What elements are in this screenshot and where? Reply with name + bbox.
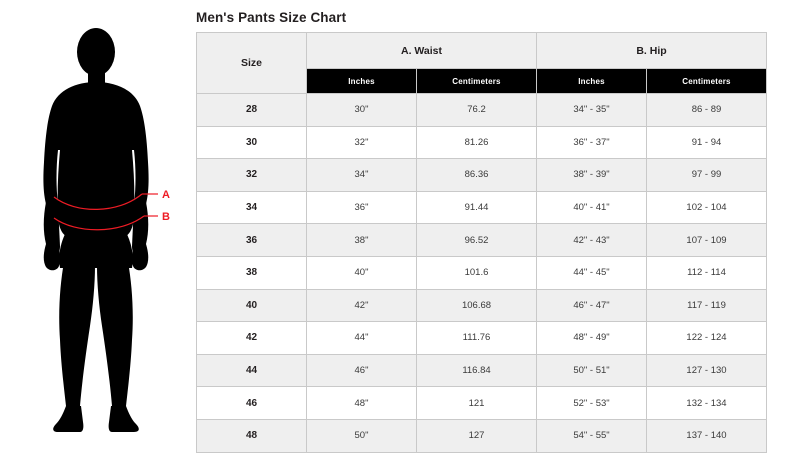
cell-waist-inches: 40" [307, 256, 417, 289]
cell-hip-centimeters: 137 - 140 [647, 419, 767, 452]
cell-size: 36 [197, 224, 307, 257]
page-title: Men's Pants Size Chart [196, 10, 347, 25]
cell-hip-centimeters: 86 - 89 [647, 94, 767, 127]
cell-size: 34 [197, 191, 307, 224]
cell-hip-inches: 46" - 47" [537, 289, 647, 322]
cell-waist-inches: 48" [307, 387, 417, 420]
table-row [197, 419, 767, 452]
cell-hip-centimeters: 91 - 94 [647, 126, 767, 159]
table-row [197, 224, 767, 257]
header-waist: A. Waist [307, 33, 537, 69]
cell-size: 28 [197, 94, 307, 127]
cell-waist-centimeters: 101.6 [417, 256, 537, 289]
cell-waist-inches: 38" [307, 224, 417, 257]
cell-waist-inches: 42" [307, 289, 417, 322]
cell-waist-centimeters: 96.52 [417, 224, 537, 257]
cell-hip-inches: 54" - 55" [537, 419, 647, 452]
male-silhouette-icon [10, 22, 196, 442]
cell-waist-inches: 34" [307, 159, 417, 192]
cell-hip-centimeters: 97 - 99 [647, 159, 767, 192]
cell-hip-centimeters: 117 - 119 [647, 289, 767, 322]
cell-hip-centimeters: 127 - 130 [647, 354, 767, 387]
cell-waist-centimeters: 86.36 [417, 159, 537, 192]
cell-size: 30 [197, 126, 307, 159]
cell-size: 40 [197, 289, 307, 322]
table-body [197, 94, 767, 453]
cell-waist-centimeters: 106.68 [417, 289, 537, 322]
cell-size: 42 [197, 322, 307, 355]
table-row [197, 322, 767, 355]
cell-waist-inches: 50" [307, 419, 417, 452]
size-chart-table-wrapper [196, 32, 766, 453]
label-b: B [162, 211, 170, 223]
cell-hip-inches: 38" - 39" [537, 159, 647, 192]
cell-waist-centimeters: 127 [417, 419, 537, 452]
table-row [197, 126, 767, 159]
cell-waist-centimeters: 76.2 [417, 94, 537, 127]
cell-hip-centimeters: 102 - 104 [647, 191, 767, 224]
cell-hip-centimeters: 132 - 134 [647, 387, 767, 420]
cell-hip-inches: 48" - 49" [537, 322, 647, 355]
cell-hip-inches: 36" - 37" [537, 126, 647, 159]
table-row [197, 159, 767, 192]
cell-hip-centimeters: 122 - 124 [647, 322, 767, 355]
cell-waist-inches: 36" [307, 191, 417, 224]
cell-waist-centimeters: 91.44 [417, 191, 537, 224]
header-hip: B. Hip [537, 33, 767, 69]
cell-size: 32 [197, 159, 307, 192]
subheader-waist-inches: Inches [307, 69, 417, 94]
cell-size: 38 [197, 256, 307, 289]
cell-hip-centimeters: 112 - 114 [647, 256, 767, 289]
cell-size: 48 [197, 419, 307, 452]
cell-size: 44 [197, 354, 307, 387]
cell-hip-inches: 42" - 43" [537, 224, 647, 257]
subheader-hip-inches: Inches [537, 69, 647, 94]
cell-size: 46 [197, 387, 307, 420]
table-row [197, 256, 767, 289]
table-row [197, 94, 767, 127]
cell-hip-inches: 40" - 41" [537, 191, 647, 224]
subheader-hip-centimeters: Centimeters [647, 69, 767, 94]
cell-waist-centimeters: 81.26 [417, 126, 537, 159]
size-chart-table [196, 32, 767, 453]
header-size: Size [197, 33, 307, 94]
cell-hip-inches: 50" - 51" [537, 354, 647, 387]
label-a: A [162, 189, 170, 201]
subheader-waist-centimeters: Centimeters [417, 69, 537, 94]
cell-hip-inches: 52" - 53" [537, 387, 647, 420]
cell-hip-inches: 34" - 35" [537, 94, 647, 127]
cell-waist-inches: 46" [307, 354, 417, 387]
cell-waist-inches: 32" [307, 126, 417, 159]
cell-waist-centimeters: 121 [417, 387, 537, 420]
table-row [197, 354, 767, 387]
cell-waist-centimeters: 116.84 [417, 354, 537, 387]
cell-hip-centimeters: 107 - 109 [647, 224, 767, 257]
table-row [197, 387, 767, 420]
measurement-figure [0, 0, 196, 461]
table-group-header-row [197, 33, 767, 69]
cell-waist-inches: 30" [307, 94, 417, 127]
cell-waist-inches: 44" [307, 322, 417, 355]
cell-hip-inches: 44" - 45" [537, 256, 647, 289]
table-row [197, 191, 767, 224]
table-row [197, 289, 767, 322]
cell-waist-centimeters: 111.76 [417, 322, 537, 355]
